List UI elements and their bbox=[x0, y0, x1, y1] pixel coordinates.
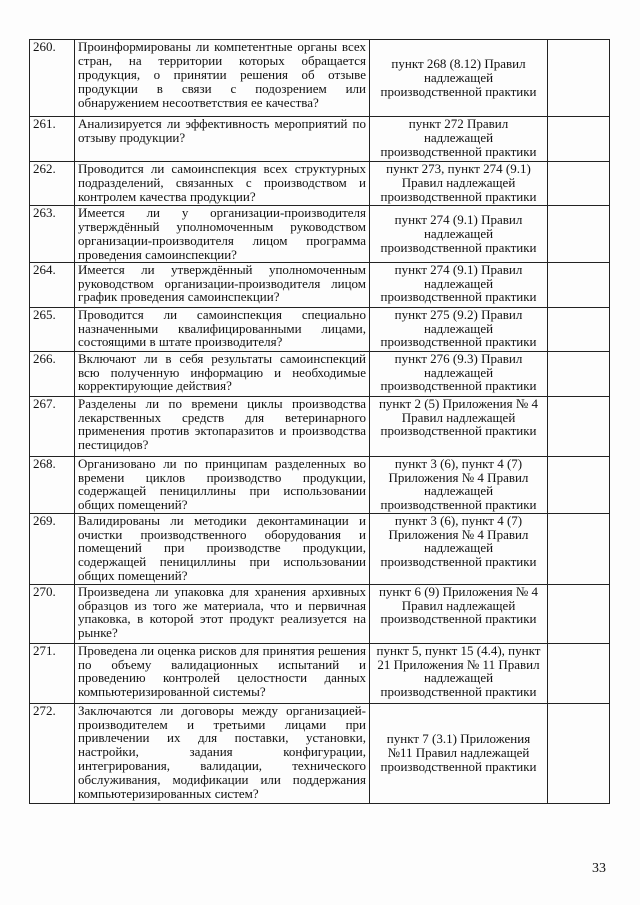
row-number: 261. bbox=[30, 117, 75, 162]
row-reference: пункт 276 (9.3) Правил надлежащей производственной практики bbox=[370, 351, 548, 396]
row-number: 265. bbox=[30, 307, 75, 351]
row-reference: пункт 268 (8.12) Правил надлежащей производственной практики bbox=[370, 40, 548, 117]
row-check-cell bbox=[548, 40, 610, 117]
row-question: Произведена ли упаковка для хранения архивных образцов из того же материала, что и первичная упаковка, в которой этот продукт реализуется на рынке? bbox=[75, 584, 370, 643]
row-number: 269. bbox=[30, 513, 75, 584]
row-reference: пункт 3 (6), пункт 4 (7) Приложения № 4 Правил надлежащей производственной практики bbox=[370, 513, 548, 584]
row-question: Организовано ли по принципам разделенных во времени циклов производство продукции, содержащей пенициллины при использовании общих помещений? bbox=[75, 456, 370, 513]
row-question: Имеется ли утверждённый уполномоченным руководством организации-производителя лицом график проведения самоинспекции? bbox=[75, 262, 370, 307]
row-reference: пункт 274 (9.1) Правил надлежащей производственной практики bbox=[370, 206, 548, 263]
row-number: 262. bbox=[30, 162, 75, 206]
row-reference: пункт 272 Правил надлежащей производственной практики bbox=[370, 117, 548, 162]
row-number: 267. bbox=[30, 396, 75, 456]
row-reference: пункт 2 (5) Приложения № 4 Правил надлежащей производственной практики bbox=[370, 396, 548, 456]
checklist-table bbox=[29, 39, 610, 804]
row-question: Включают ли в себя результаты самоинспекций всю полученную информацию и необходимые корректирующие действия? bbox=[75, 351, 370, 396]
row-number: 266. bbox=[30, 351, 75, 396]
row-check-cell bbox=[548, 162, 610, 206]
table-row bbox=[30, 307, 610, 351]
row-reference: пункт 274 (9.1) Правил надлежащей производственной практики bbox=[370, 262, 548, 307]
row-number: 260. bbox=[30, 40, 75, 117]
row-check-cell bbox=[548, 703, 610, 803]
table-row bbox=[30, 162, 610, 206]
row-question: Проводится ли самоинспекция специально назначенными квалифицированными лицами, состоящими в штате производителя? bbox=[75, 307, 370, 351]
row-check-cell bbox=[548, 117, 610, 162]
row-check-cell bbox=[548, 351, 610, 396]
row-number: 268. bbox=[30, 456, 75, 513]
table-row bbox=[30, 40, 610, 117]
row-check-cell bbox=[548, 396, 610, 456]
row-question: Заключаются ли договоры между организацией-производителем и третьими лицами при привлечении их для поставки, установки, настройки, задания конфигурации, интегрирования, валидации, технического обслуживания, модификации или поддержания компьютеризированных систем? bbox=[75, 703, 370, 803]
row-reference: пункт 7 (3.1) Приложения №11 Правил надлежащей производственной практики bbox=[370, 703, 548, 803]
row-number: 272. bbox=[30, 703, 75, 803]
table-row bbox=[30, 513, 610, 584]
page-number: 33 bbox=[592, 861, 606, 876]
row-number: 271. bbox=[30, 643, 75, 703]
row-reference: пункт 5, пункт 15 (4.4), пункт 21 Приложения № 11 Правил надлежащей производственной практики bbox=[370, 643, 548, 703]
table-row bbox=[30, 262, 610, 307]
row-question: Проведена ли оценка рисков для принятия решения по объему валидационных испытаний и проведению контролей целостности данных компьютеризированной системы? bbox=[75, 643, 370, 703]
table-row bbox=[30, 351, 610, 396]
row-reference: пункт 6 (9) Приложения № 4 Правил надлежащей производственной практики bbox=[370, 584, 548, 643]
row-number: 270. bbox=[30, 584, 75, 643]
row-number: 264. bbox=[30, 262, 75, 307]
row-reference: пункт 273, пункт 274 (9.1) Правил надлежащей производственной практики bbox=[370, 162, 548, 206]
row-reference: пункт 3 (6), пункт 4 (7) Приложения № 4 Правил надлежащей производственной практики bbox=[370, 456, 548, 513]
row-check-cell bbox=[548, 456, 610, 513]
table-row bbox=[30, 703, 610, 803]
table-body bbox=[30, 40, 610, 804]
row-check-cell bbox=[548, 513, 610, 584]
table-row bbox=[30, 456, 610, 513]
row-question: Валидированы ли методики деконтаминации и очистки производственного оборудования и помещений при производстве продукции, содержащей пенициллины при использовании общих помещений? bbox=[75, 513, 370, 584]
table-row bbox=[30, 117, 610, 162]
row-question: Анализируется ли эффективность мероприятий по отзыву продукции? bbox=[75, 117, 370, 162]
table-row bbox=[30, 206, 610, 263]
row-reference: пункт 275 (9.2) Правил надлежащей производственной практики bbox=[370, 307, 548, 351]
row-check-cell bbox=[548, 643, 610, 703]
row-check-cell bbox=[548, 206, 610, 263]
row-check-cell bbox=[548, 262, 610, 307]
row-question: Проинформированы ли компетентные органы всех стран, на территории которых обращается продукция, о принятии решения об отзыве продукции в связи с подозрением или обнаружением несоответствия ее качества? bbox=[75, 40, 370, 117]
row-question: Проводится ли самоинспекция всех структурных подразделений, связанных с производством и контролем качества продукции? bbox=[75, 162, 370, 206]
row-check-cell bbox=[548, 584, 610, 643]
table-row bbox=[30, 643, 610, 703]
row-check-cell bbox=[548, 307, 610, 351]
table-row bbox=[30, 584, 610, 643]
row-question: Имеется ли у организации-производителя утверждённый уполномоченным руководством организации-производителя лицом программа проведения самоинспекции? bbox=[75, 206, 370, 263]
row-question: Разделены ли по времени циклы производства лекарственных средств для ветеринарного применения против эктопаразитов и производства пестицидов? bbox=[75, 396, 370, 456]
table-row bbox=[30, 396, 610, 456]
row-number: 263. bbox=[30, 206, 75, 263]
